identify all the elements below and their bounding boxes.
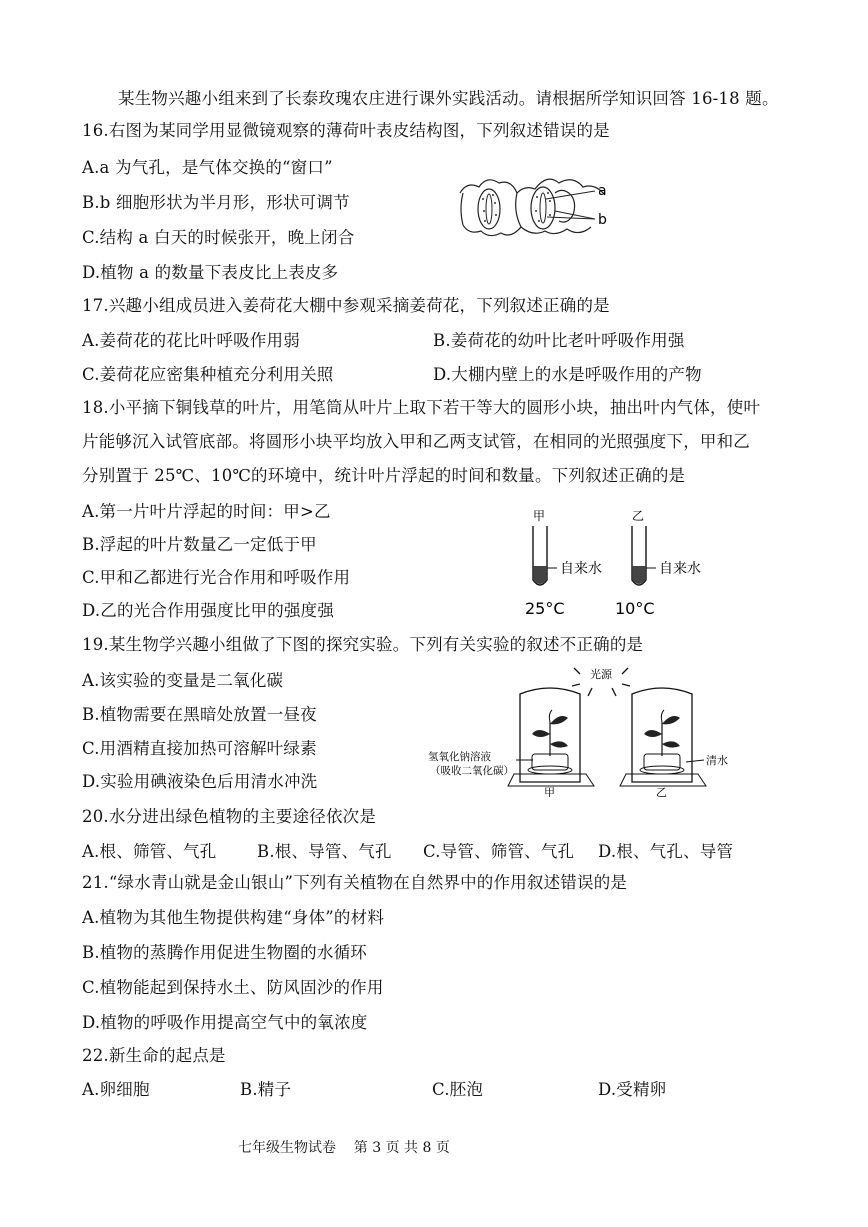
intro-text: 某生物兴趣小组来到了长泰玫瑰农庄进行课外实践活动。请根据所学知识回答 16-18 题。 (118, 89, 779, 108)
q22-option-d: D.受精卵 (598, 1080, 667, 1099)
q16-option-c: C.结构 a 白天的时候张开，晚上闭合 (82, 228, 355, 247)
tube1-water-label: 自来水 (560, 561, 602, 577)
q18-option-a: A.第一片叶片浮起的时间：甲>乙 (82, 502, 331, 521)
q18-stem-line3: 分别置于 25℃、10℃的环境中，统计叶片浮起的时间和数量。下列叙述正确的是 (82, 466, 686, 485)
q22-option-c: C.胚泡 (432, 1080, 484, 1099)
q16-stem-text: 16.右图为某同学用显微镜观察的薄荷叶表皮结构图，下列叙述错误的是 (82, 121, 610, 140)
q17-option-d: D.大棚内壁上的水是呼吸作用的产物 (433, 365, 702, 384)
jar1-label: 甲 (544, 786, 555, 797)
naoh-note: （吸收二氧化碳） (430, 765, 514, 777)
jar2-label: 乙 (656, 786, 667, 797)
label-b: b (598, 212, 607, 228)
q20-option-b: B.根、导管、气孔 (257, 842, 392, 861)
q18-option-d: D.乙的光合作用强度比甲的强度强 (82, 601, 335, 620)
tube2-label: 乙 (632, 509, 645, 523)
test-tubes-figure (515, 508, 715, 627)
q20-option-c: C.导管、筛管、气孔 (423, 842, 575, 861)
q21-option-d: D.植物的呼吸作用提高空气中的氧浓度 (82, 1013, 368, 1032)
q22-option-a: A.卵细胞 (82, 1080, 150, 1099)
q19-option-d: D.实验用碘液染色后用清水冲洗 (82, 772, 318, 791)
q19-option-c: C.用酒精直接加热可溶解叶绿素 (82, 739, 317, 758)
tube1-label: 甲 (533, 509, 546, 523)
q21-option-a: A.植物为其他生物提供构建“身体”的材料 (82, 908, 385, 927)
page-footer: 七年级生物试卷 第 3 页 共 8 页 (238, 1140, 450, 1156)
stomata-figure (455, 165, 625, 249)
q20-stem: 20.水分进出绿色植物的主要途径依次是 (82, 807, 377, 826)
q19-option-a: A.该实验的变量是二氧化碳 (82, 671, 284, 690)
q16-option-a: A.a 为气孔，是气体交换的“窗口” (82, 158, 333, 177)
q20-option-d: D.根、气孔、导管 (598, 842, 734, 861)
q18-stem-line1: 18.小平摘下铜钱草的叶片，用笔筒从叶片上取下若干等大的圆形小块，抽出叶内气体，使叶 (82, 398, 761, 417)
q21-option-b: B.植物的蒸腾作用促进生物圈的水循环 (82, 943, 367, 962)
q22-option-b: B.精子 (240, 1080, 292, 1099)
q17-stem: 17.兴趣小组成员进入姜荷花大棚中参观采摘姜荷花，下列叙述正确的是 (82, 296, 610, 315)
q20-option-a: A.根、筛管、气孔 (82, 842, 217, 861)
q17-option-c: C.姜荷花应密集种植充分利用关照 (82, 365, 334, 384)
naoh-label: 氢氧化钠溶液 (428, 751, 491, 763)
light-source-label: 光源 (590, 668, 612, 681)
q19-stem: 19.某生物学兴趣小组做了下图的探究实验。下列有关实验的叙述不正确的是 (82, 635, 644, 654)
label-a: a (598, 183, 607, 199)
q17-option-a: A.姜荷花的花比叶呼吸作用弱 (82, 331, 300, 350)
q17-option-b: B.姜荷花的幼叶比老叶呼吸作用强 (433, 331, 685, 350)
q16-option-b: B.b 细胞形状为半月形，形状可调节 (82, 193, 350, 212)
q22-stem: 22.新生命的起点是 (82, 1046, 226, 1065)
tube2-water-label: 自来水 (659, 561, 701, 577)
q18-stem-line2: 片能够沉入试管底部。将圆形小块平均放入甲和乙两支试管，在相同的光照强度下，甲和乙 (82, 432, 750, 451)
q21-stem: 21.“绿水青山就是金山银山”下列有关植物在自然界中的作用叙述错误的是 (82, 873, 628, 892)
q16-option-d: D.植物 a 的数量下表皮比上表皮多 (82, 263, 339, 282)
jars-figure (420, 662, 755, 801)
q21-option-c: C.植物能起到保持水土、防风固沙的作用 (82, 978, 384, 997)
q16-stem (82, 120, 610, 142)
tube2-temp: 10°C (615, 599, 655, 618)
q18-option-c: C.甲和乙都进行光合作用和呼吸作用 (82, 568, 351, 587)
q18-option-b: B.浮起的叶片数量乙一定低于甲 (82, 535, 317, 554)
tube1-temp: 25°C (525, 599, 565, 618)
q19-option-b: B.植物需要在黑暗处放置一昼夜 (82, 705, 317, 724)
water-label: 清水 (706, 754, 728, 767)
